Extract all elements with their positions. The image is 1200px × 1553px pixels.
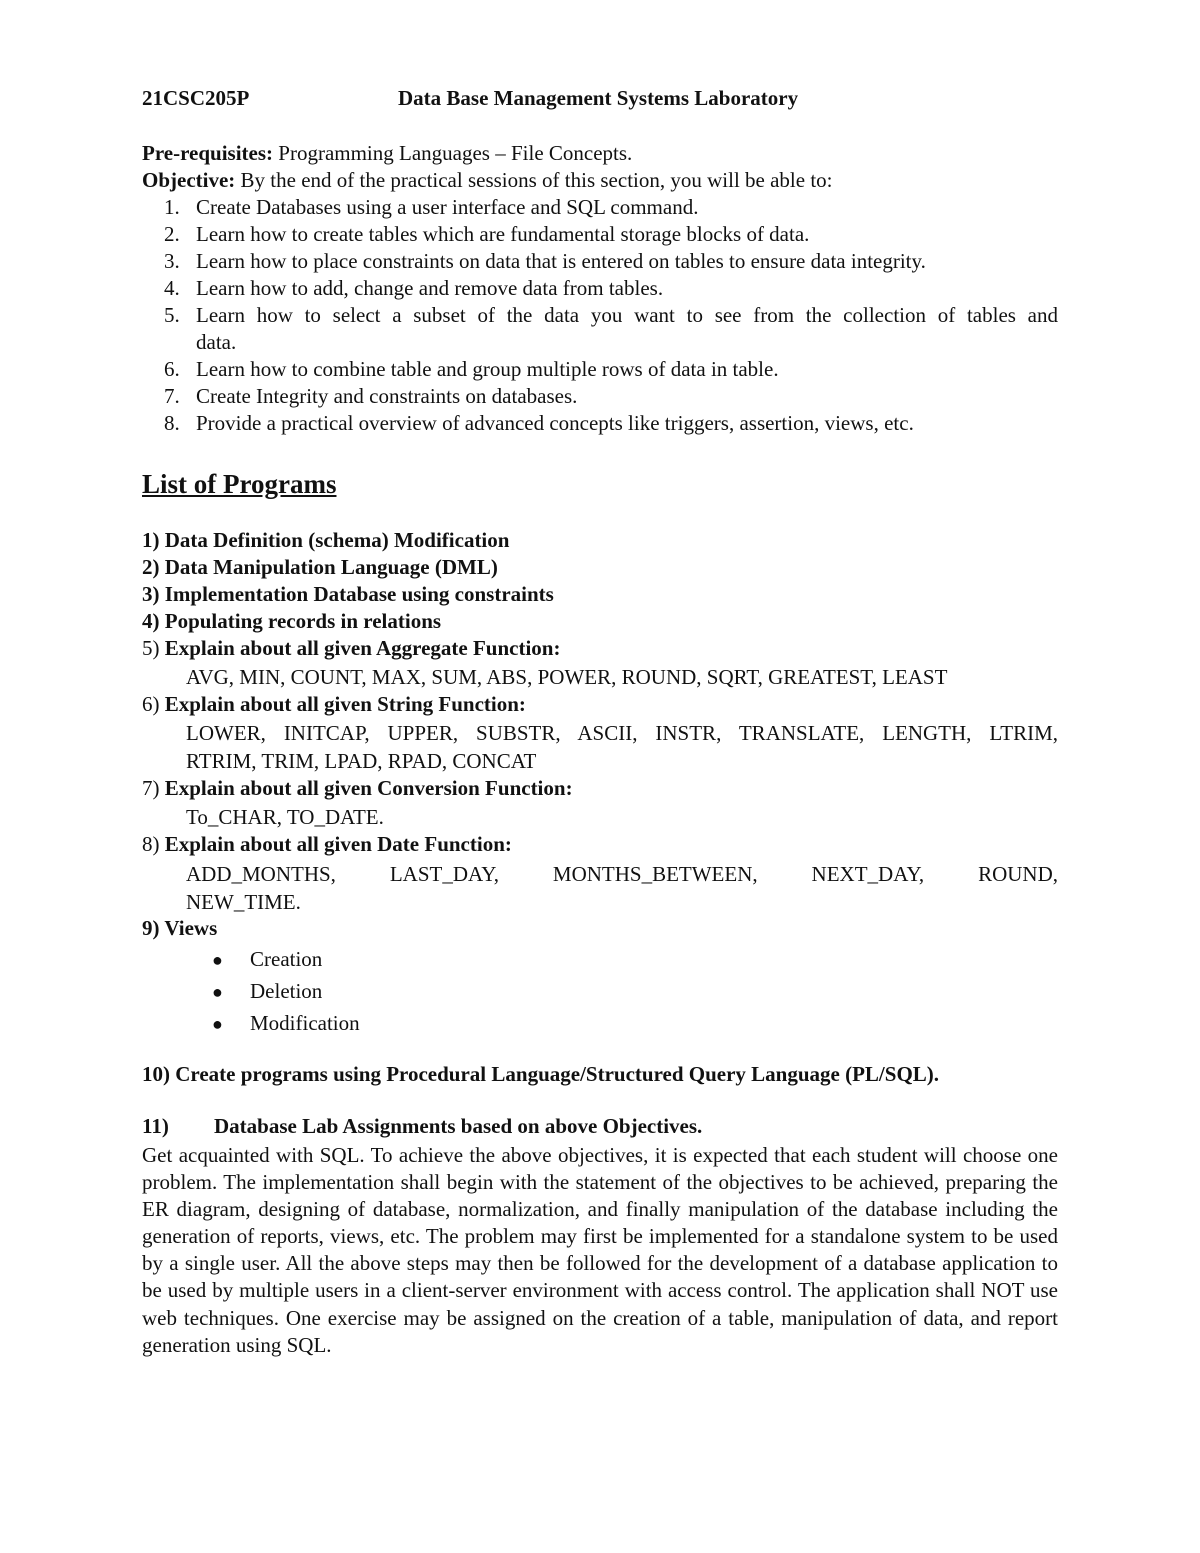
objective-item-continuation: data. [196, 330, 237, 354]
program-item: 9) Views [142, 916, 218, 940]
program-item: 10) Create programs using Procedural Language/Structured Query Language (PL/SQL). [142, 1062, 940, 1086]
bullet-item: ● Deletion [212, 975, 322, 1008]
objective-item: 2. Learn how to create tables which are fundamental storage blocks of data. [164, 222, 810, 246]
course-title: Data Base Management Systems Laboratory [398, 86, 799, 110]
bullet-item: ● Modification [212, 1007, 360, 1040]
bullet-item: ● Creation [212, 943, 322, 976]
objective-line [142, 167, 833, 194]
objective-text: By the end of the practical sessions of this section, you will be able to: [235, 168, 833, 192]
bullet-icon: ● [212, 982, 223, 1002]
program-item: 8) Explain about all given Date Function: [142, 832, 512, 856]
prerequisites-line [142, 140, 632, 167]
objective-item: 8. Provide a practical overview of advanced concepts like triggers, assertion, views, etc. [164, 411, 914, 435]
objective-item: 1. Create Databases using a user interface and SQL command. [164, 195, 699, 219]
bullet-icon: ● [212, 1014, 223, 1034]
program-sub-line: NEW_TIME. [186, 890, 301, 914]
objective-item: 4. Learn how to add, change and remove data from tables. [164, 276, 664, 300]
objective-item: 5. Learn how to select a subset of the data you want to see from the collection of tables and [164, 303, 1058, 327]
course-code: 21CSC205P [142, 86, 250, 110]
program-item: 11) Database Lab Assignments based on above Objectives. [142, 1114, 703, 1138]
list-of-programs-heading: List of Programs [142, 469, 337, 499]
objective-label: Objective: [142, 168, 236, 192]
program-item: 2) Data Manipulation Language (DML) [142, 555, 498, 579]
objective-item: 3. Learn how to place constraints on data that is entered on tables to ensure data integrity. [164, 249, 926, 273]
bullet-icon: ● [212, 950, 223, 970]
assignment-paragraph: Get acquainted with SQL. To achieve the above objectives, it is expected that each student will choose one problem. The implementation shall begin with the statement of the objectives to be achieved, preparing the ER diagram, designing of database, normalization, and finally manipulation of the database including the generation of reports, views, etc. The problem may first be implemented for a standalone system to be used by a single user. All the above steps may then be followed for the development of a database application to be used by multiple users in a client-server environment with access control. The application shall NOT use web techniques. One exercise may be assigned on the creation of a table, manipulation of data, and report generation using SQL. [142, 1143, 1058, 1357]
program-sub-line: ADD_MONTHS, LAST_DAY, MONTHS_BETWEEN, NEXT_DAY, ROUND, [186, 862, 1058, 886]
program-item: 5) Explain about all given Aggregate Function: [142, 636, 561, 660]
program-sub-line: RTRIM, TRIM, LPAD, RPAD, CONCAT [186, 749, 537, 773]
prerequisites-label: Pre-requisites: [142, 141, 274, 165]
program-sub-line: LOWER, INITCAP, UPPER, SUBSTR, ASCII, INSTR, TRANSLATE, LENGTH, LTRIM, [186, 721, 1058, 745]
program-item: 7) Explain about all given Conversion Function: [142, 776, 573, 800]
program-item: 6) Explain about all given String Function: [142, 692, 526, 716]
program-item: 3) Implementation Database using constraints [142, 582, 554, 606]
prerequisites-text: Programming Languages – File Concepts. [273, 141, 633, 165]
program-sub-line: To_CHAR, TO_DATE. [186, 805, 384, 829]
program-item: 4) Populating records in relations [142, 609, 442, 633]
objective-item: 7. Create Integrity and constraints on databases. [164, 384, 578, 408]
program-sub-line: AVG, MIN, COUNT, MAX, SUM, ABS, POWER, ROUND, SQRT, GREATEST, LEAST [186, 665, 948, 689]
program-item: 1) Data Definition (schema) Modification [142, 528, 510, 552]
objective-item: 6. Learn how to combine table and group multiple rows of data in table. [164, 357, 779, 381]
